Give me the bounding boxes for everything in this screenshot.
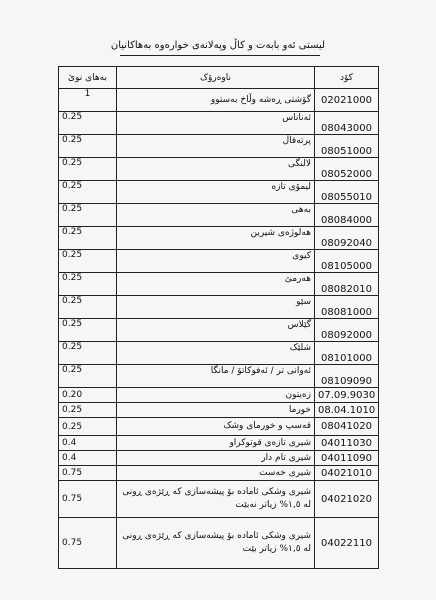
table-row bbox=[59, 418, 379, 436]
item-code-cell: 04021020 bbox=[315, 481, 379, 518]
item-code-cell: 04021010 bbox=[315, 466, 379, 481]
rate-cell: 0.20 bbox=[59, 388, 117, 403]
table-row bbox=[59, 342, 379, 365]
rate-cell: 0.25 bbox=[59, 296, 117, 319]
rate-cell: 0.25 bbox=[59, 365, 117, 388]
item-name-cell: ئەناناس bbox=[117, 112, 315, 135]
table-row bbox=[59, 89, 379, 112]
item-name-cell: هەلوژەی شیرین bbox=[117, 227, 315, 250]
item-name-cell: گێلاس bbox=[117, 319, 315, 342]
item-name-cell: شیری وشکی ئامادە بۆ پیشەسازی کە ڕێژەی ڕونی لە ١,٥% زیاتر بێت bbox=[117, 518, 315, 569]
item-name-cell: ئەوانی تر / ئەفوکاتۆ / مانگا bbox=[117, 365, 315, 388]
rate-cell: 0.25 bbox=[59, 319, 117, 342]
table-row bbox=[59, 436, 379, 451]
item-name-cell: شیری خەست bbox=[117, 466, 315, 481]
item-name-cell: شیری تازەی قوتوکراو bbox=[117, 436, 315, 451]
rate-cell: 0.25 bbox=[59, 135, 117, 158]
item-code-cell: 02021000 bbox=[315, 89, 379, 112]
document-title: لیستی ئەو بابەت و کاڵ وپەلانەی خوارەوە بەهاکانیان bbox=[110, 40, 326, 51]
rate-cell: 0.25 bbox=[59, 342, 117, 365]
item-name-cell: بەهی bbox=[117, 204, 315, 227]
title-underline bbox=[120, 55, 320, 56]
item-code-cell: 08.04.1010 bbox=[315, 403, 379, 418]
rate-cell: 0.75 bbox=[59, 466, 117, 481]
table-row bbox=[59, 227, 379, 250]
table-row bbox=[59, 481, 379, 518]
item-name-cell: شیری وشکی ئامادە بۆ پیشەسازی کە ڕێژەی ڕونی لە ١,٥% زیاتر نەبێت bbox=[117, 481, 315, 518]
rate-cell: 0.25 bbox=[59, 227, 117, 250]
table-row bbox=[59, 388, 379, 403]
rate-cell: 0.4 bbox=[59, 436, 117, 451]
table-row bbox=[59, 451, 379, 466]
rate-cell: 0.25 bbox=[59, 158, 117, 181]
table-row bbox=[59, 250, 379, 273]
item-code-cell: 08109090 bbox=[315, 365, 379, 388]
item-code-cell: 04022110 bbox=[315, 518, 379, 569]
item-code-cell: 08055010 bbox=[315, 181, 379, 204]
item-code-cell: 08051000 bbox=[315, 135, 379, 158]
rate-cell: 1 bbox=[59, 89, 117, 112]
rate-cell: 0.75 bbox=[59, 481, 117, 518]
item-name-cell: خورما bbox=[117, 403, 315, 418]
rate-cell: 0.25 bbox=[59, 273, 117, 296]
item-name-cell: پرتەقاڵ bbox=[117, 135, 315, 158]
item-code-cell: 04011090 bbox=[315, 451, 379, 466]
item-name-cell: زەیتون bbox=[117, 388, 315, 403]
item-name-cell: هەرمێ bbox=[117, 273, 315, 296]
item-name-cell: شلێک bbox=[117, 342, 315, 365]
table-row bbox=[59, 518, 379, 569]
table-row bbox=[59, 181, 379, 204]
table-row bbox=[59, 319, 379, 342]
header-rate: بەهای نوێ bbox=[59, 67, 117, 89]
item-code-cell: 08105000 bbox=[315, 250, 379, 273]
item-name-cell: سێو bbox=[117, 296, 315, 319]
item-code-cell: 04011030 bbox=[315, 436, 379, 451]
item-code-cell: 08052000 bbox=[315, 158, 379, 181]
table-row bbox=[59, 112, 379, 135]
rate-cell: 0.75 bbox=[59, 518, 117, 569]
item-code-cell: 08084000 bbox=[315, 204, 379, 227]
item-code-cell: 08043000 bbox=[315, 112, 379, 135]
item-code-cell: 08092000 bbox=[315, 319, 379, 342]
rate-cell: 0.4 bbox=[59, 451, 117, 466]
table-row bbox=[59, 158, 379, 181]
item-code-cell: 08081000 bbox=[315, 296, 379, 319]
table-row bbox=[59, 365, 379, 388]
table-row bbox=[59, 466, 379, 481]
table-body bbox=[59, 89, 379, 569]
item-code-cell: 08092040 bbox=[315, 227, 379, 250]
item-code-cell: 08082010 bbox=[315, 273, 379, 296]
header-code: کۆد bbox=[315, 67, 379, 89]
header-name: ناوەرۆک bbox=[117, 67, 315, 89]
item-name-cell: لیمۆی تازە bbox=[117, 181, 315, 204]
rate-cell: 0.25 bbox=[59, 181, 117, 204]
rate-cell: 0.25 bbox=[59, 250, 117, 273]
rate-cell: 0.25 bbox=[59, 112, 117, 135]
rate-cell: 0.25 bbox=[59, 403, 117, 418]
item-code-cell: 07.09.9030 bbox=[315, 388, 379, 403]
table-row bbox=[59, 403, 379, 418]
rate-cell: 0.25 bbox=[59, 418, 117, 436]
table-header-row bbox=[59, 67, 379, 89]
table-row bbox=[59, 204, 379, 227]
item-name-cell: کیوی bbox=[117, 250, 315, 273]
item-name-cell: لالنگی bbox=[117, 158, 315, 181]
item-name-cell: گۆشتی ڕەشە وڵاخ بەستوو bbox=[117, 89, 315, 112]
item-code-cell: 08041020 bbox=[315, 418, 379, 436]
rate-cell: 0.25 bbox=[59, 204, 117, 227]
table-row bbox=[59, 135, 379, 158]
table-row bbox=[59, 273, 379, 296]
item-name-cell: قەسپ و خورمای وشک bbox=[117, 418, 315, 436]
item-name-cell: شیری تام دار bbox=[117, 451, 315, 466]
item-code-cell: 08101000 bbox=[315, 342, 379, 365]
table-row bbox=[59, 296, 379, 319]
items-table bbox=[58, 66, 379, 569]
